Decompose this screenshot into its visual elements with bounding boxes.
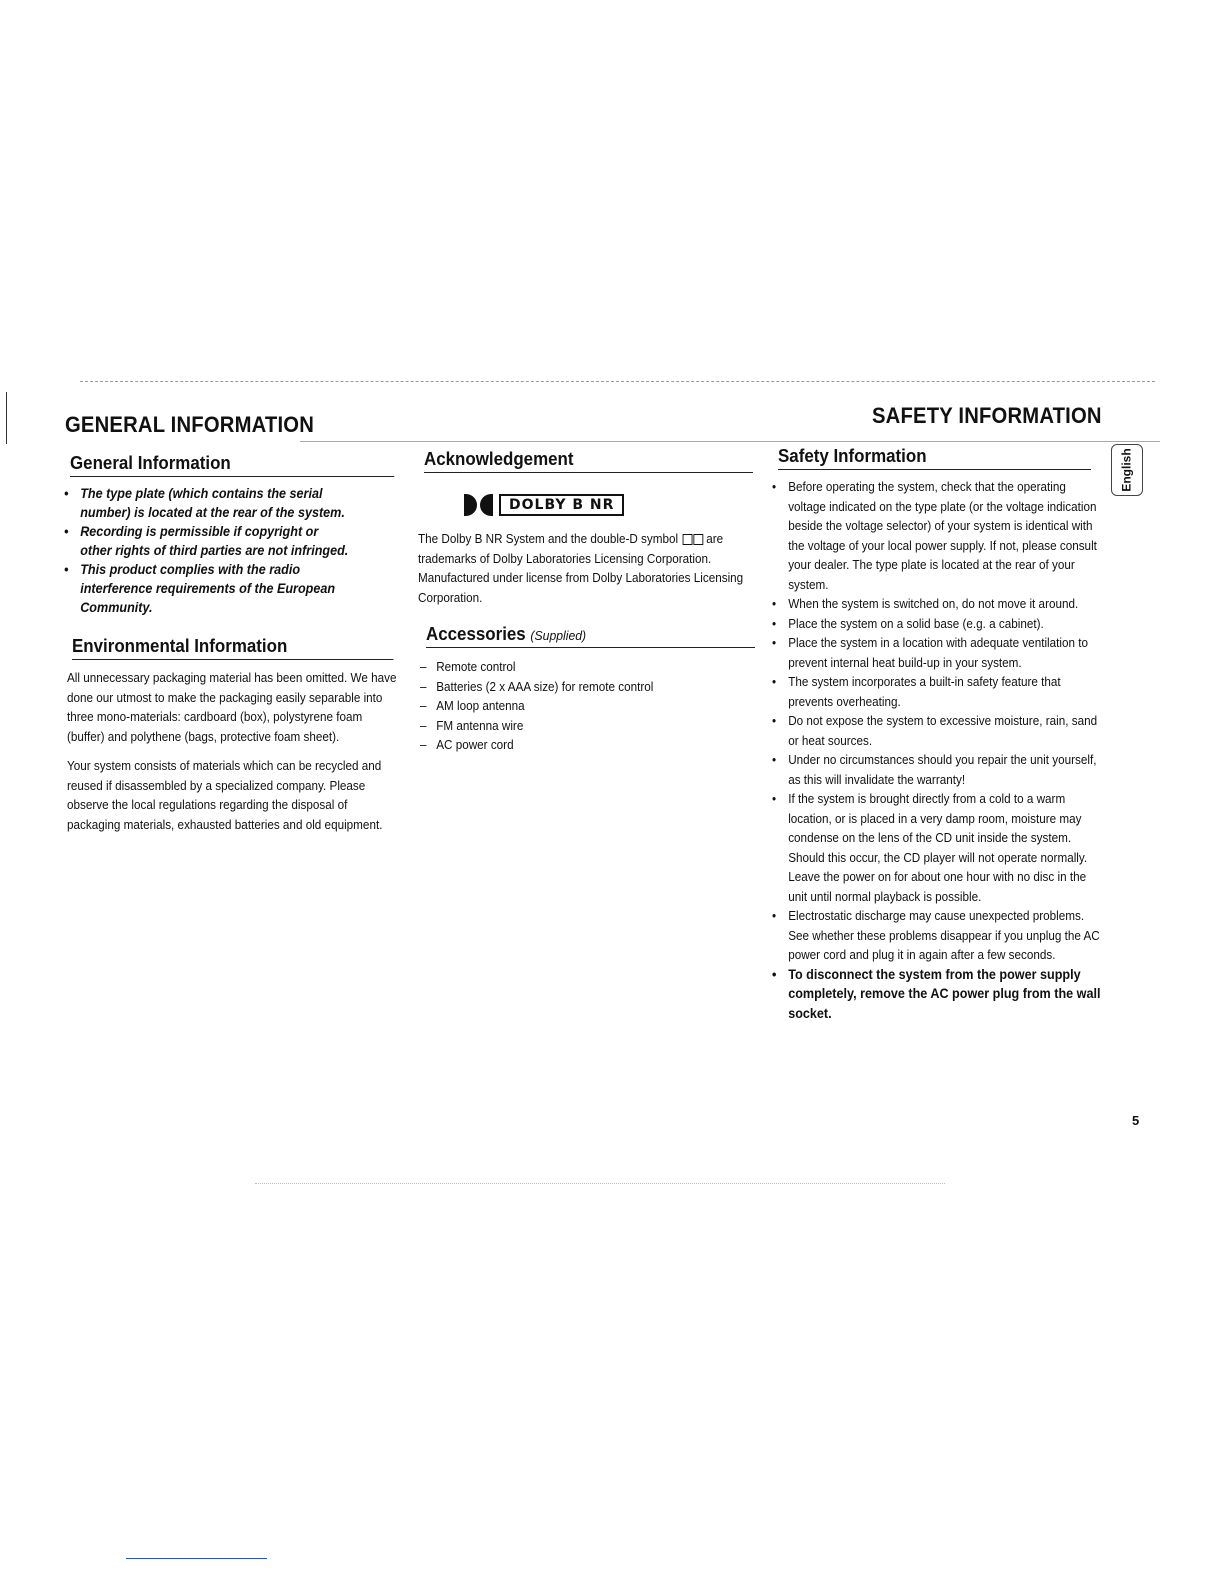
list-item: – AM loop antenna	[420, 696, 717, 716]
general-information-title: GENERAL INFORMATION	[65, 412, 315, 437]
acknowledgement-text-1: The Dolby B NR System and the double-D symbol	[418, 531, 679, 546]
acknowledgement-text-2: are trademarks of Dolby Laboratories Licensing Corporation. Manufactured under license from Dolby Laboratories Licensing Corporation.	[418, 531, 744, 605]
page-number: 5	[1132, 1113, 1140, 1128]
list-item: • This product complies with the radio interference requirements of the European Community.	[64, 560, 352, 617]
safety-information-title: SAFETY INFORMATION	[872, 403, 1102, 428]
list-item: – Batteries (2 x AAA size) for remote control	[420, 677, 717, 697]
environmental-information-text	[67, 668, 398, 844]
general-information-heading: General Information	[70, 453, 394, 477]
language-tab-label: English	[1120, 448, 1134, 492]
list-item: • Place the system in a location with adequate ventilation to prevent internal heat build-up in your system.	[772, 633, 1105, 672]
list-item: • Before operating the system, check that the operating voltage indicated on the type plate (or the voltage indication beside the voltage selector) of your system is identical with the voltage of your local power supply. If not, please consult your dealer. The type plate is located at the rear of your system.	[772, 477, 1105, 594]
top-scan-line	[80, 381, 1155, 382]
list-item: • The type plate (which contains the serial number) is located at the rear of the system.	[64, 484, 352, 522]
list-item: • Electrostatic discharge may cause unexpected problems. See whether these problems disappear if you unplug the AC power cord and plug it in again after a few seconds.	[772, 906, 1105, 965]
accessories-note: (Supplied)	[530, 628, 587, 643]
dolby-b-nr-label: DOLBY B NR	[499, 494, 624, 516]
safety-information-list	[772, 477, 1105, 1023]
list-item: – AC power cord	[420, 735, 717, 755]
list-item: • Under no circumstances should you repair the unit yourself, as this will invalidate the warranty!	[772, 750, 1105, 789]
dolby-logo	[464, 494, 624, 516]
header-rule	[300, 441, 1160, 442]
list-item: • Do not expose the system to excessive moisture, rain, sand or heat sources.	[772, 711, 1105, 750]
paragraph: All unnecessary packaging material has been omitted. We have done our utmost to make the packaging easily separable into three mono-materials: cardboard (box), polystyrene foam (buffer) and polythene (bags, protective foam sheet).	[67, 670, 397, 744]
accessories-list	[420, 657, 717, 755]
environmental-information-heading: Environmental Information	[72, 636, 393, 660]
list-item: • The system incorporates a built-in safety feature that prevents overheating.	[772, 672, 1105, 711]
language-tab	[1111, 444, 1143, 496]
general-information-list	[64, 484, 352, 617]
double-d-icon	[464, 494, 493, 516]
acknowledgement-text	[418, 529, 751, 607]
acknowledgement-heading: Acknowledgement	[424, 449, 753, 473]
list-item: • When the system is switched on, do not move it around.	[772, 594, 1105, 614]
safety-information-heading: Safety Information	[778, 446, 1091, 470]
bottom-link-rule	[126, 1558, 267, 1559]
list-item-important: • To disconnect the system from the power supply completely, remove the AC power plug from the wall socket.	[772, 965, 1105, 1024]
list-item: • Recording is permissible if copyright or other rights of third parties are not infringed.	[64, 522, 352, 560]
list-item: – FM antenna wire	[420, 716, 717, 736]
list-item: • Place the system on a solid base (e.g. a cabinet).	[772, 614, 1105, 634]
bottom-scan-noise	[255, 1183, 945, 1184]
inline-double-d-icon	[681, 531, 703, 546]
paragraph: Your system consists of materials which can be recycled and reused if disassembled by a specialized company. Please observe the local regulations regarding the disposal of packaging materials, exhausted batteries and old equipment.	[67, 758, 383, 832]
accessories-title: Accessories	[426, 624, 526, 644]
accessories-heading	[426, 624, 755, 648]
list-item: • If the system is brought directly from a cold to a warm location, or is placed in a very damp room, moisture may condense on the lens of the CD unit inside the system. Should this occur, the CD player will not operate normally. Leave the power on for about one hour with no disc in the unit until normal playback is possible.	[772, 789, 1105, 906]
list-item: – Remote control	[420, 657, 717, 677]
left-margin-mark	[6, 392, 7, 444]
